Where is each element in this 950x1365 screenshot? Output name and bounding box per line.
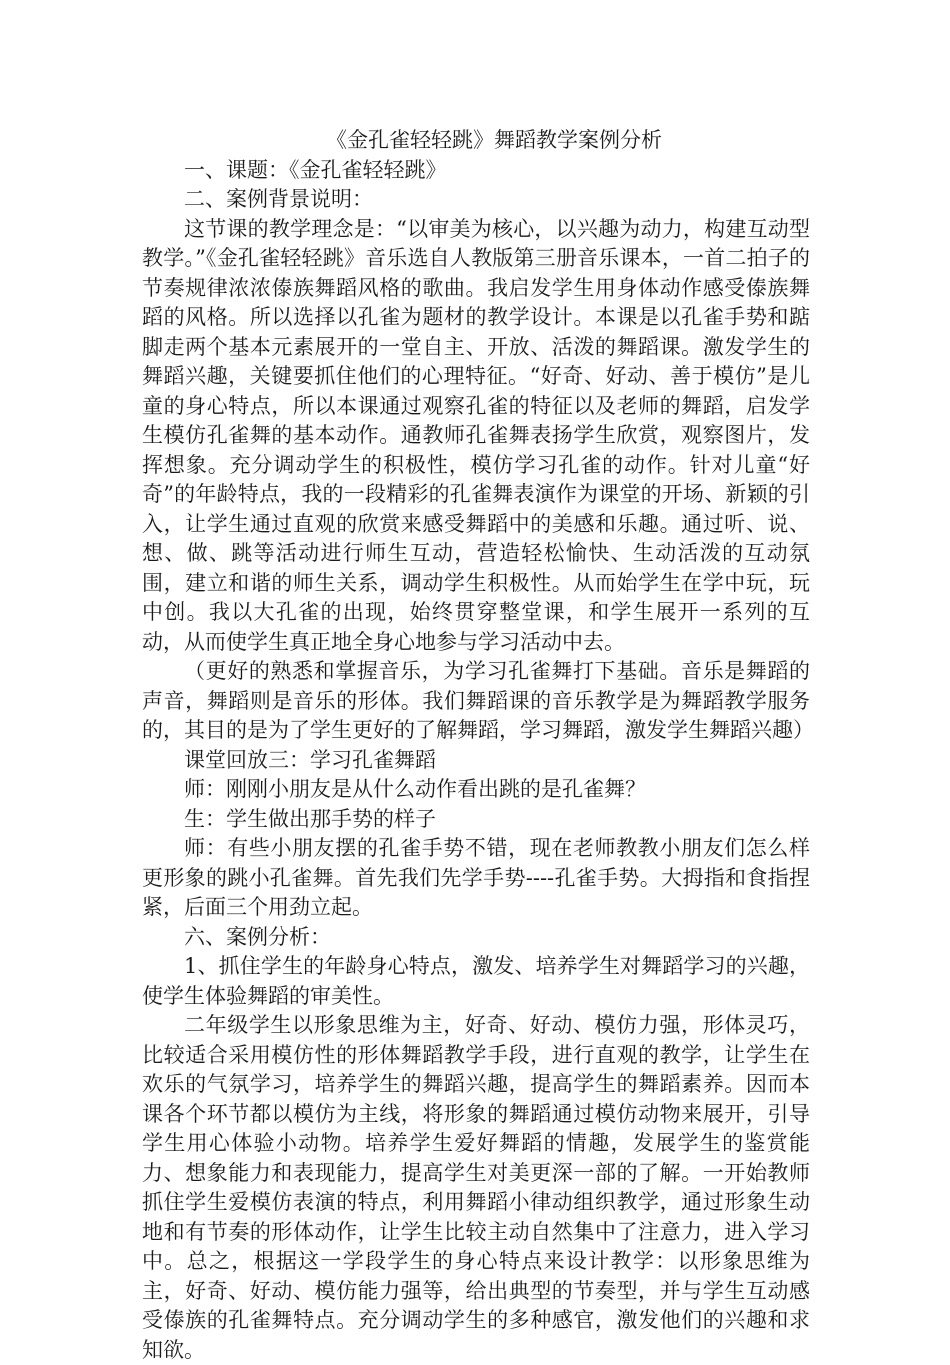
paragraph-teaching-concept: 这节课的教学理念是：“以审美为核心，以兴趣为动力，构建互动型教学。”《金孔雀轻轻跳》音乐选自人教版第三册音乐课本，一首二拍子的节奏规律浓浓傣族舞蹈风格的歌曲。我启发学生用身体动作感受傣族舞蹈的风格。所以选择以孔雀为题材的教学设计。本课是以孔雀手势和踮脚走两个基本元素展开的一堂自主、开放、活泼的舞蹈课。激发学生的舞蹈兴趣，关键要抓住他们的心理特征。“好奇、好动、善于模仿”是儿童的身心特点，所以本课通过观察孔雀的特征以及老师的舞蹈，启发学生模仿孔雀舞的基本动作。通教师孔雀舞表扬学生欣赏，观察图片，发挥想象。充分调动学生的积极性，模仿学习孔雀的动作。针对儿童“好奇”的年龄特点，我的一段精彩的孔雀舞表演作为课堂的开场、新颖的引入，让学生通过直观的欣赏来感受舞蹈中的美感和乐趣。通过听、说、想、做、跳等活动进行师生互动，营造轻松愉快、生动活泼的互动氛围，建立和谐的师生关系，调动学生积极性。从而始学生在学中玩，玩中创。我以大孔雀的出现，始终贯穿整堂课，和学生展开一系列的互动，从而使学生真正地全身心地参与学习活动中去。 — [142, 216, 810, 654]
heading-replay-three: 课堂回放三：学习孔雀舞蹈 — [184, 747, 436, 772]
heading-topic: 一、课题：《金孔雀轻轻跳》 — [184, 157, 447, 182]
heading-case-analysis: 六、案例分析： — [184, 924, 331, 949]
analysis-point-one: 1、抓住学生的年龄身心特点，激发、培养学生对舞蹈学习的兴趣，使学生体验舞蹈的审美性。 — [142, 954, 810, 1008]
dialogue-teacher-instruction: 师：有些小朋友摆的孔雀手势不错，现在老师教教小朋友们怎么样更形象的跳小孔雀舞。首先我们先学手势----孔雀手势。大拇指和食指捏紧，后面三个用劲立起。 — [142, 836, 810, 919]
document-body — [142, 126, 814, 1365]
dialogue-student-answer: 生：学生做出那手势的样子 — [184, 806, 436, 831]
paragraph-analysis-detail: 二年级学生以形象思维为主，好奇、好动、模仿力强，形体灵巧，比较适合采用模仿性的形体舞蹈教学手段，进行直观的教学，让学生在欢乐的气氛学习，培养学生的舞蹈兴趣，提高学生的舞蹈素养。因而本课各个环节都以模仿为主线，将形象的舞蹈通过模仿动物来展开，引导学生用心体验小动物。培养学生爱好舞蹈的情趣，发展学生的鉴赏能力、想象能力和表现能力，提高学生对美更深一部的了解。一开始教师抓住学生爱模仿表演的特点，利用舞蹈小律动组织教学，通过形象生动地和有节奏的形体动作，让学生比较主动自然集中了注意力，进入学习中。总之，根据这一学段学生的身心特点来设计教学：以形象思维为主，好奇、好动、模仿能力强等，给出典型的节奏型，并与学生互动感受傣族的孔雀舞特点。充分调动学生的多种感官，激发他们的兴趣和求知欲。 — [142, 1013, 810, 1362]
heading-background: 二、案例背景说明： — [184, 187, 373, 211]
document-title: 《金孔雀轻轻跳》舞蹈教学案例分析 — [326, 128, 662, 152]
dialogue-teacher-question: 师：刚刚小朋友是从什么动作看出跳的是孔雀舞？ — [184, 777, 646, 801]
paragraph-music-note: （更好的熟悉和掌握音乐，为学习孔雀舞打下基础。音乐是舞蹈的声音，舞蹈则是音乐的形体。我们舞蹈课的音乐教学是为舞蹈教学服务的，其目的是为了学生更好的了解舞蹈，学习舞蹈，激发学生舞蹈兴趣） — [142, 659, 814, 742]
